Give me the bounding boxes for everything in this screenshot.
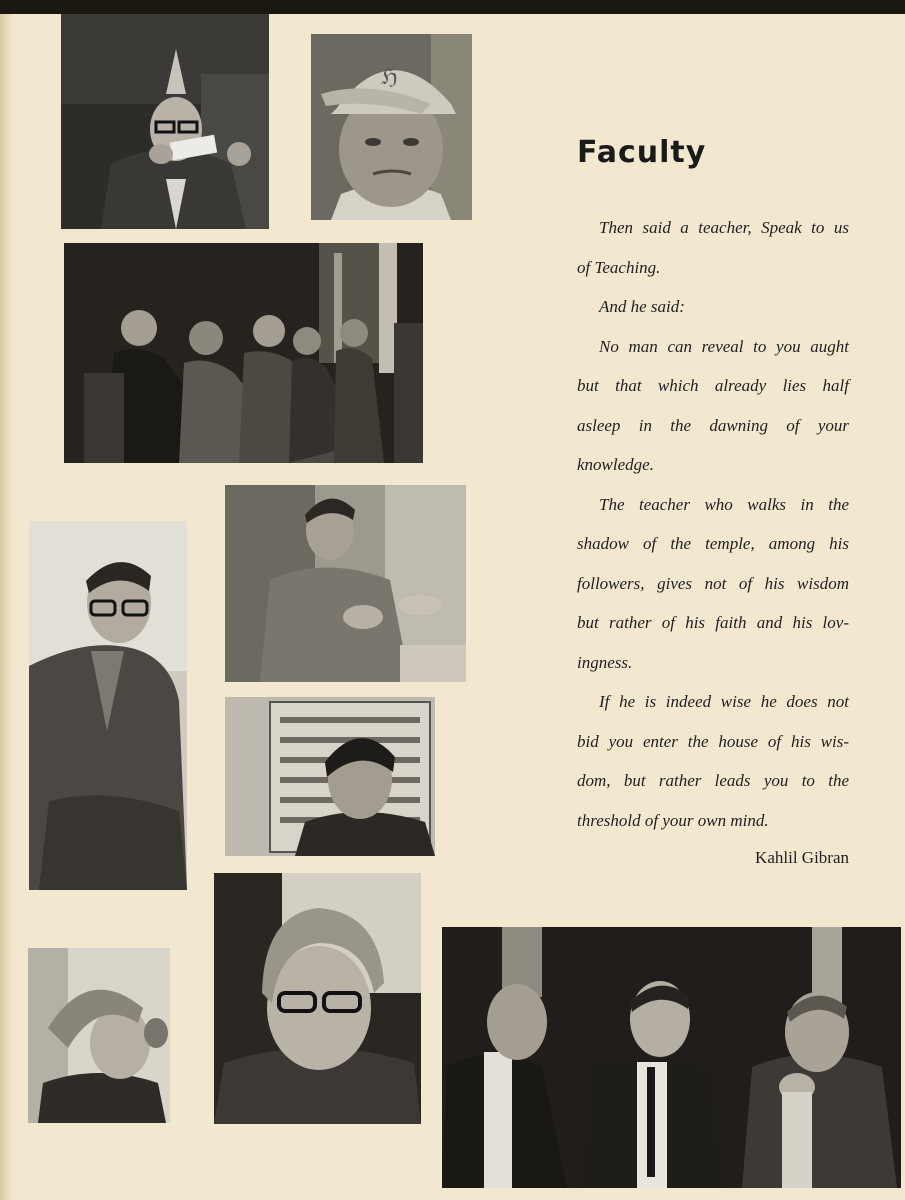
photo-smiling-student-chart <box>225 697 435 856</box>
photo-three-men-conversation <box>442 927 901 1188</box>
poem-line: threshold of your own mind. <box>577 810 769 830</box>
poem-line: followers, gives not of his wisdom <box>577 573 849 593</box>
page-title: Faculty <box>577 135 707 170</box>
photo-woman-with-glasses <box>214 873 421 1124</box>
poem-line: No man can reveal to you aught <box>599 336 849 356</box>
poem-line: knowledge. <box>577 455 654 474</box>
photo-gesturing-teacher <box>225 485 466 682</box>
poem-line: shadow of the temple, among his <box>577 534 849 553</box>
poem-line: bid you enter the house of his wis- <box>577 731 849 751</box>
poem-line: If he is indeed wise he does not <box>599 692 849 711</box>
photo-young-teacher-glasses <box>29 521 187 890</box>
poem-line: dom, but rather leads you to the <box>577 771 849 790</box>
poem-line: The teacher who walks in the <box>599 494 849 514</box>
svg-text:ℌ: ℌ <box>381 64 398 89</box>
photo-baseball-cap-coach <box>311 34 472 220</box>
poem-line: And he said: <box>599 297 685 316</box>
photo-older-woman-teacher <box>28 948 170 1123</box>
poem-line: of Teaching. <box>577 257 661 277</box>
photo-seated-faculty-group <box>64 243 423 463</box>
poem-author: Kahlil Gibran <box>755 848 849 867</box>
book-spine-shadow <box>0 14 16 1200</box>
poem-line: Then said a teacher, Speak to us <box>599 218 849 237</box>
page-top-edge <box>0 0 905 14</box>
poem-line: ingness. <box>577 652 633 672</box>
photo-party-hat-teacher <box>61 14 269 229</box>
poem-line: but that which already lies half <box>577 376 849 395</box>
poem-text <box>577 208 849 840</box>
poem-line: asleep in the dawning of your <box>577 415 849 435</box>
poem-line: but rather of his faith and his lov- <box>577 613 849 632</box>
